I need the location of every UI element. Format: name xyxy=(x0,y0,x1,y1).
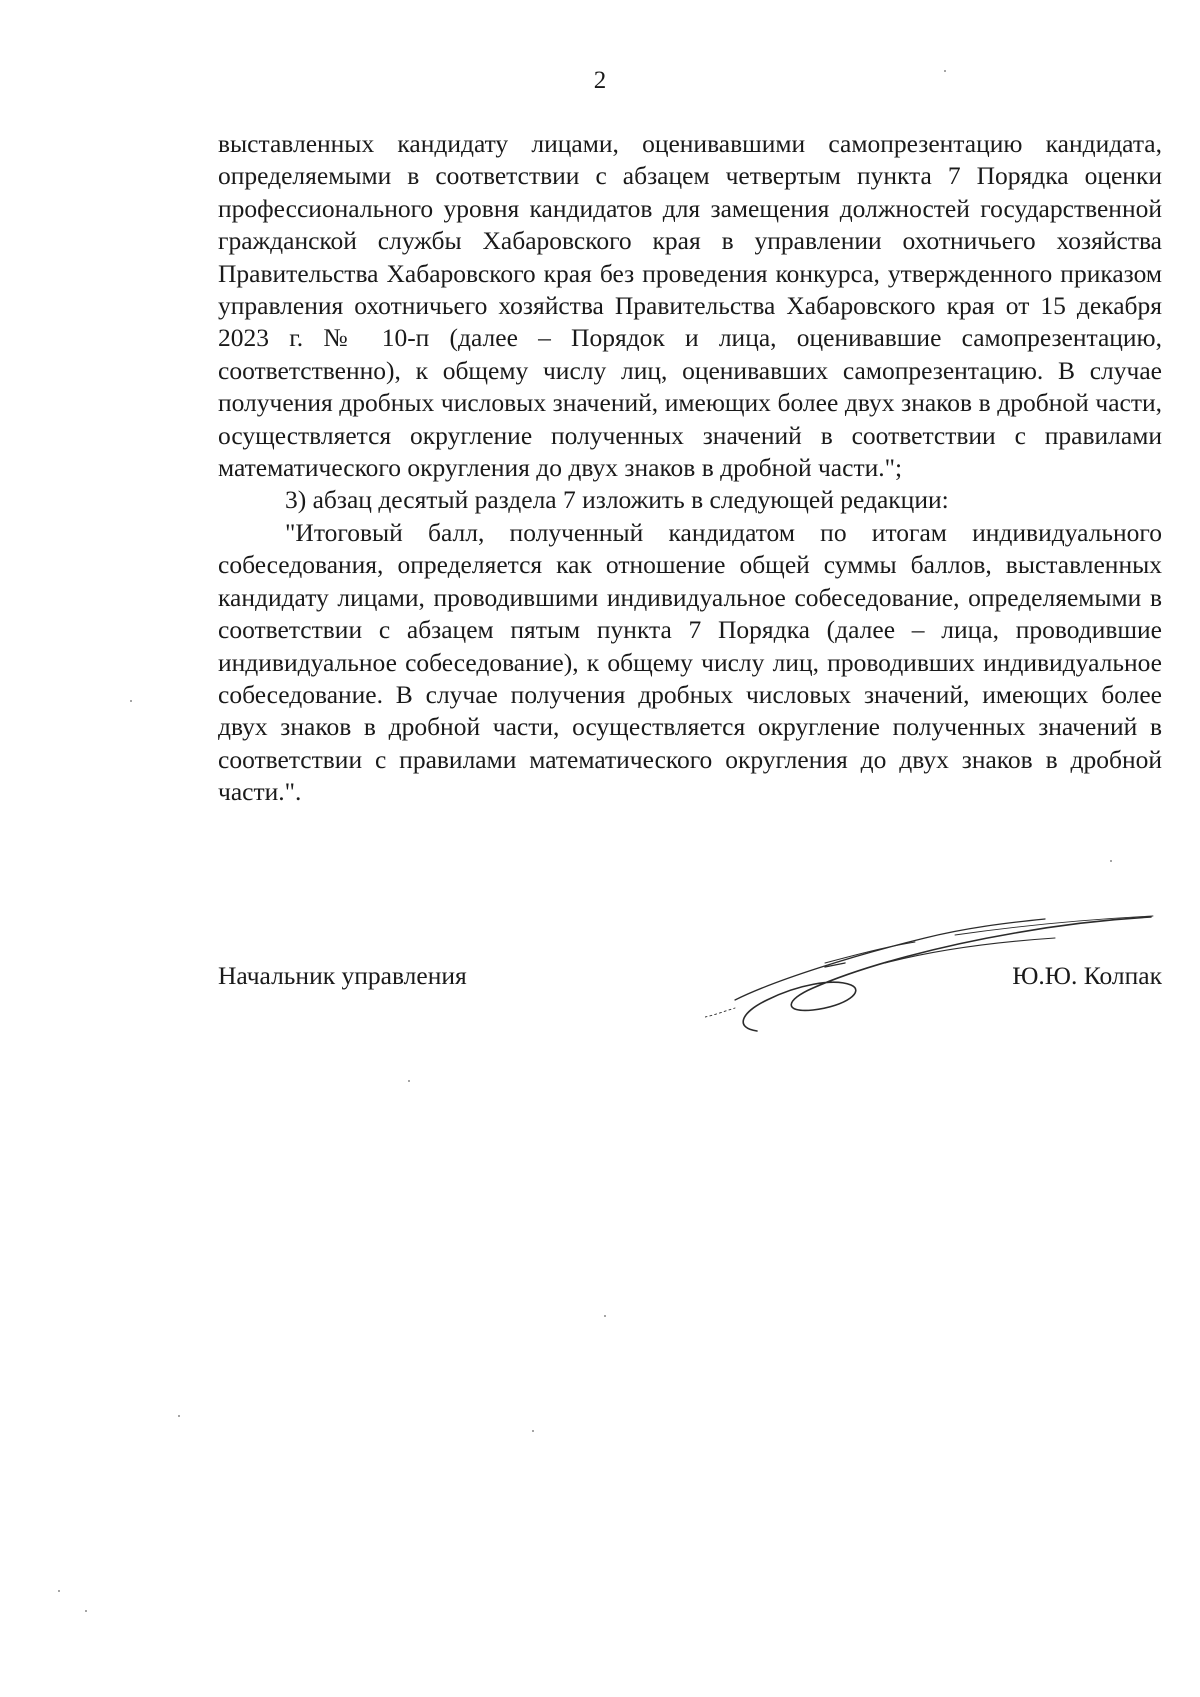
handwritten-signature xyxy=(705,905,1155,1045)
paragraph-continuation: выставленных кандидату лицами, оценивавшими самопрезентацию кандидата, определяемыми в соответствии с абзацем четвертым пункта 7 Порядка оценки профессионального уровня кандидатов для замещения должностей государственной гражданской службы Хабаровского края в управлении охотничьего хозяйства Правительства Хабаровского края без проведения конкурса, утвержденного приказом управления охотничьего хозяйства Правительства Хабаровского края от 15 декабря 2023 г. № 10-п (далее – Порядок и лица, оценивавшие самопрезентацию, соответственно), к общему числу лиц, оценивавших самопрезентацию. В случае получения дробных числовых значений, имеющих более двух знаков в дробной части, осуществляется округление полученных значений в соответствии с правилами математического округления до двух знаков в дробной части."; xyxy=(218,129,1162,483)
scan-speck xyxy=(130,700,132,702)
scan-speck xyxy=(85,1610,87,1612)
scan-speck xyxy=(408,1080,410,1082)
signatory-name: Ю.Ю. Колпак xyxy=(1012,961,1162,990)
scan-speck xyxy=(58,1590,60,1592)
page-number: 2 xyxy=(593,67,607,94)
scan-speck xyxy=(178,1415,180,1417)
document-body xyxy=(218,128,1162,809)
scan-speck xyxy=(944,70,946,72)
scan-speck xyxy=(532,1430,534,1432)
paragraph-amendment-item-3: 3) абзац десятый раздела 7 изложить в следующей редакции: xyxy=(285,485,949,515)
signatory-position: Начальник управления xyxy=(218,961,467,990)
paragraph-amendment-text: "Итоговый балл, полученный кандидатом по итогам индивидуального собеседования, определяется как отношение общей суммы баллов, выставленных кандидату лицами, проводившими индивидуальное собеседование, определяемыми в соответствии с абзацем пятым пункта 7 Порядка (далее – лица, проводившие индивидуальное собеседование), к общему числу лиц, проводивших индивидуальное собеседование. В случае получения дробных числовых значений, имеющих более двух знаков в дробной части, осуществляется округление полученных значений в соответствии с правилами математического округления до двух знаков в дробной части.". xyxy=(218,517,1162,807)
scan-speck xyxy=(1110,860,1112,862)
scan-speck xyxy=(604,1315,606,1317)
